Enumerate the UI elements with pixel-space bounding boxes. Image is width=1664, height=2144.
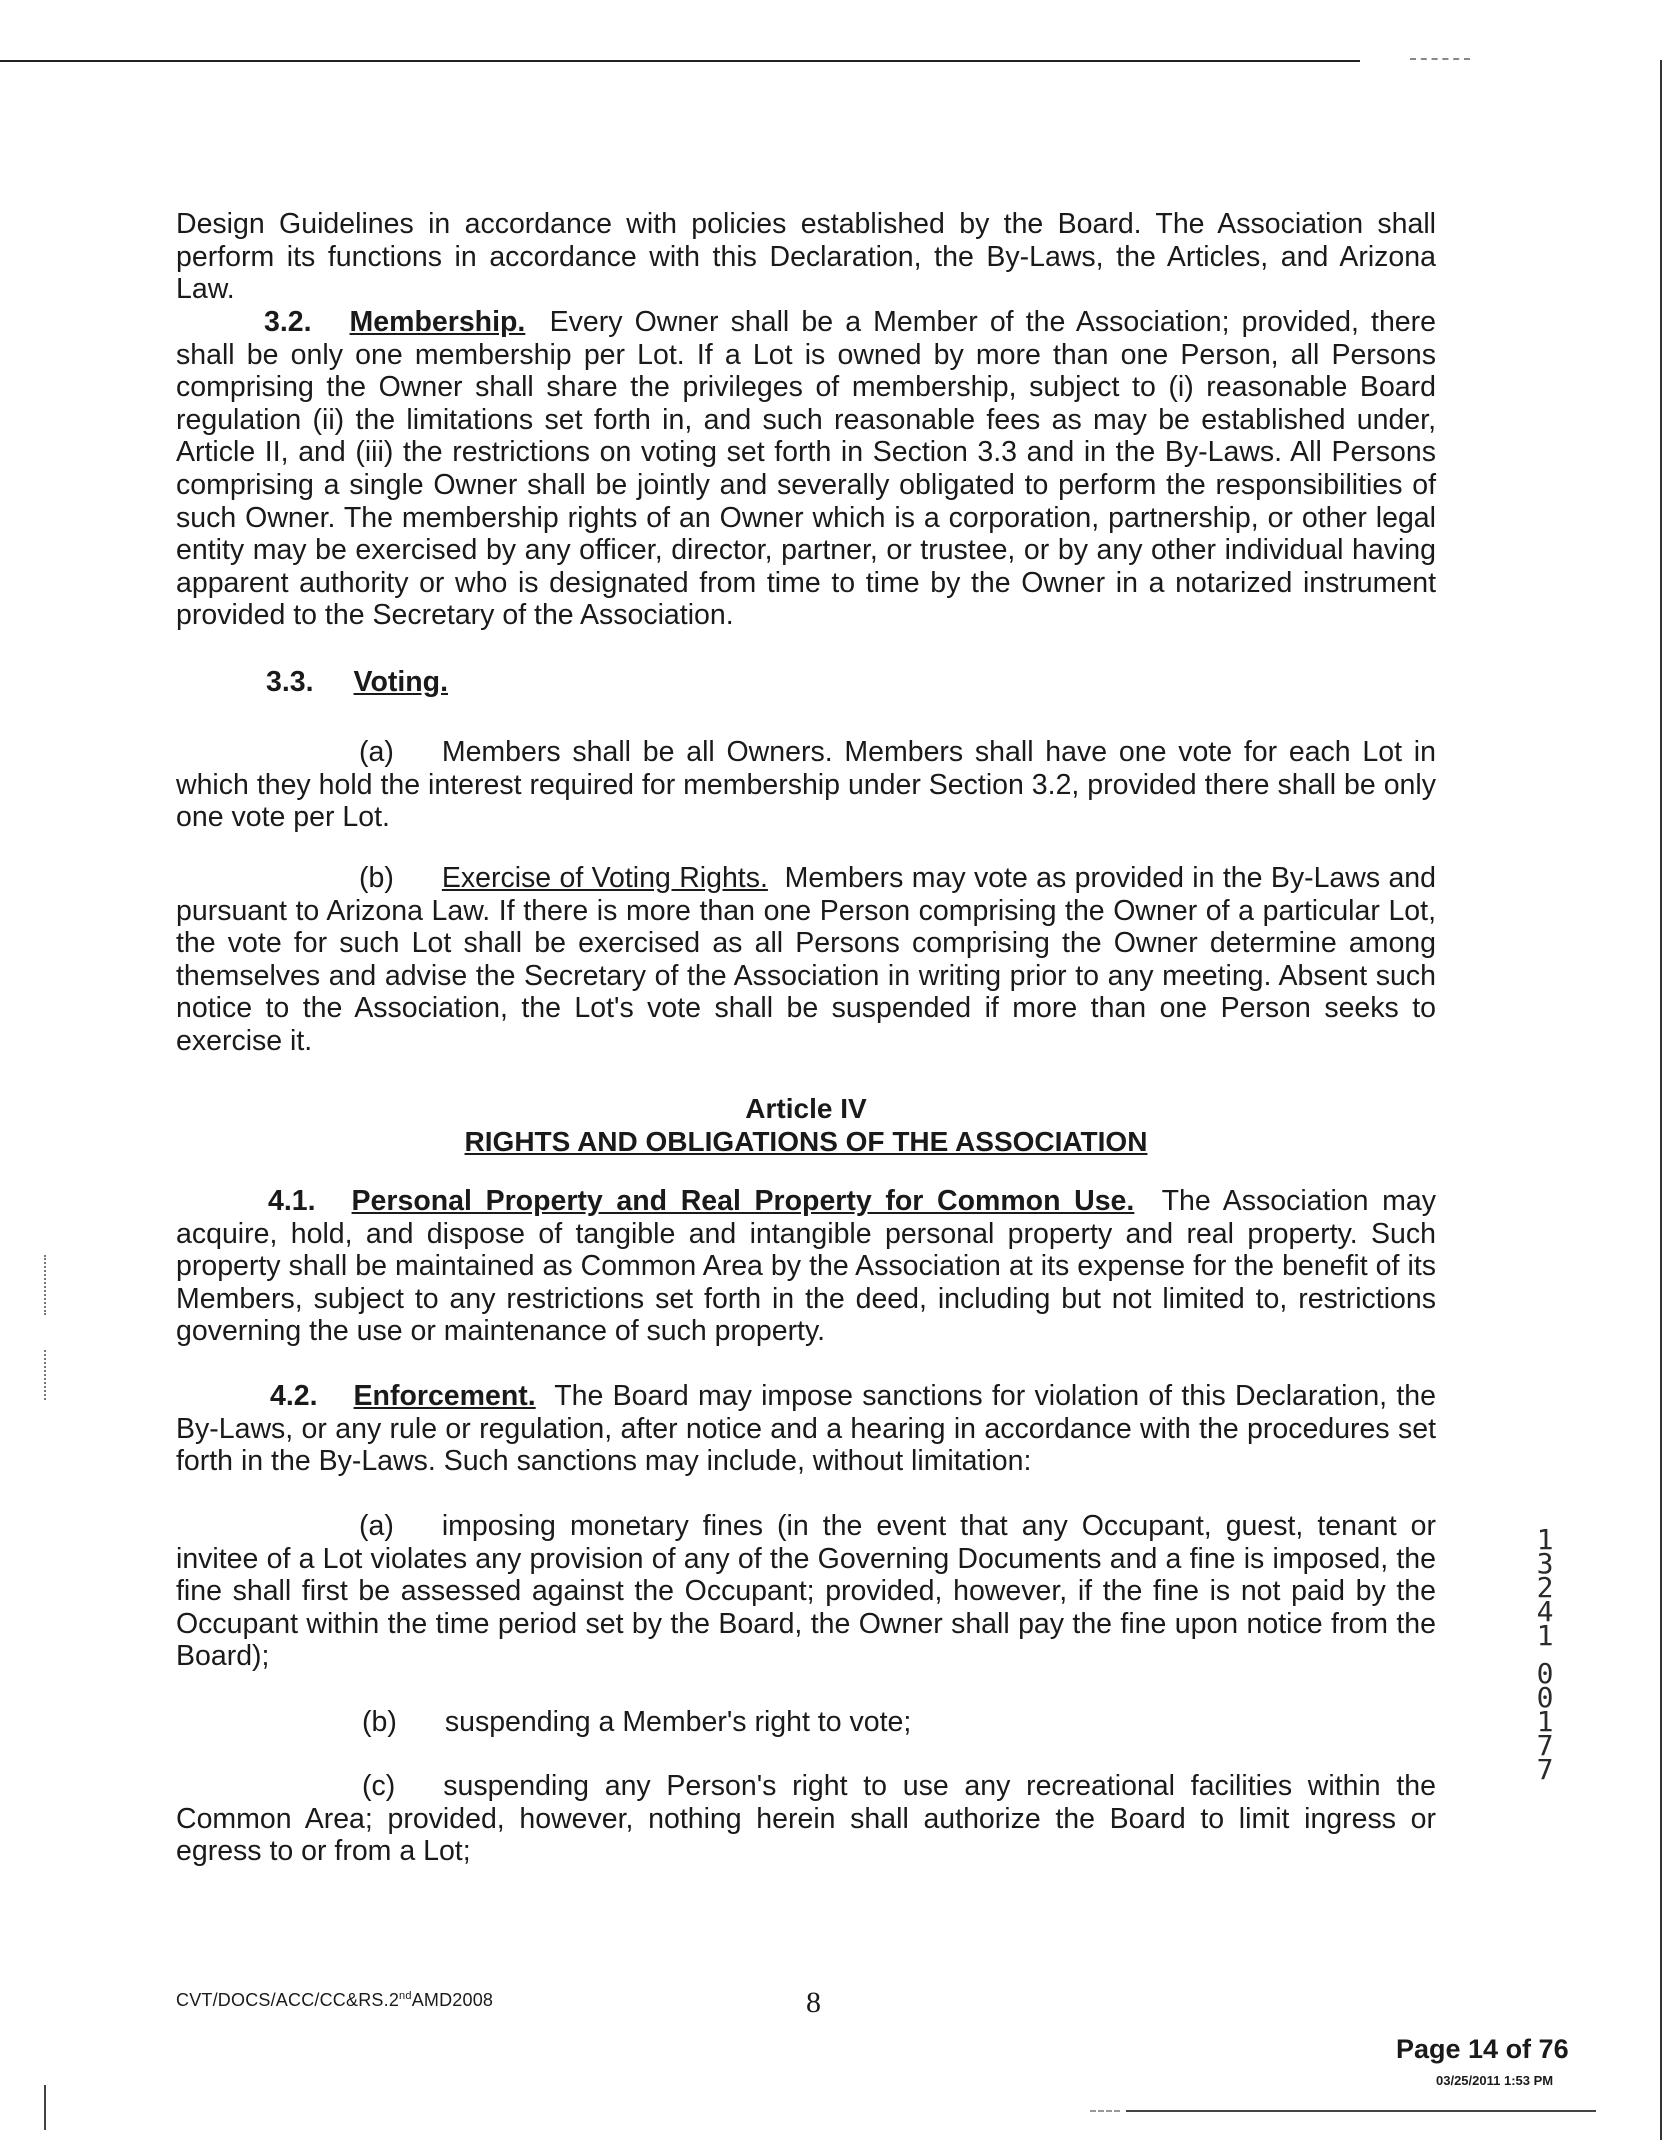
section-number: 4.2. — [270, 1380, 318, 1412]
scan-specks — [44, 1255, 46, 1315]
item-label: (a) — [359, 736, 394, 768]
intro-paragraph: Design Guidelines in accordance with policies established by the Board. The Association shall perform its functions in accordance with this Declaration, the By-Laws, the Articles, and Arizona Law. — [176, 208, 1436, 306]
section-4-2 — [176, 1380, 1436, 1478]
article-number: Article IV — [745, 1093, 867, 1124]
section-3-3-b — [176, 862, 1436, 1058]
item-label: (b) — [359, 862, 394, 894]
page-count: Page 14 of 76 — [1396, 2034, 1569, 2064]
item-body: suspending any Person's right to use any recreational facilities within the Common Area; provided, however, nothing herein shall authorize the Board to limit ingress or egress to or from a Lot; — [176, 1770, 1436, 1868]
scan-edge-mark — [44, 2085, 46, 2130]
section-3-3-heading — [176, 666, 1436, 699]
section-number: 3.2. — [264, 306, 312, 338]
page-edge — [1660, 60, 1662, 2140]
section-number: 4.1. — [268, 1185, 316, 1217]
item-body: Members may vote as provided in the By-Laws and pursuant to Arizona Law. If there is more than one Person comprising the Owner of a particular Lot, the vote for such Lot shall be exercised as all Persons comprising the Owner determine among themselves and advise the Secretary of the Association in writing prior to any meeting. Absent such notice to the Association, the Lot's vote shall be suspended if more than one Person seeks to exercise it. — [176, 862, 1437, 1057]
section-4-1 — [176, 1185, 1436, 1348]
bottom-rule-dash — [1090, 2110, 1120, 2112]
page-number: 8 — [806, 1986, 821, 2019]
section-title: Membership. — [349, 306, 526, 338]
section-title: Personal Property and Real Property for Common Use. — [351, 1185, 1135, 1217]
document-id: CVT/DOCS/ACC/CC&RS.2ndAMD2008 — [176, 1990, 494, 2010]
article-title: RIGHTS AND OBLIGATIONS OF THE ASSOCIATION — [464, 1126, 1148, 1157]
scan-specks — [44, 1350, 46, 1400]
section-4-2-c — [176, 1770, 1436, 1868]
section-4-2-b — [176, 1706, 1436, 1739]
item-label: (b) — [362, 1706, 397, 1738]
section-body: The Board may impose sanctions for violation of this Declaration, the By-Laws, or any rule or regulation, after notice and a hearing in accordance with the procedures set forth in the By-Laws. Such sanctions may include, without limitation: — [176, 1380, 1436, 1478]
section-title: Voting. — [353, 666, 448, 698]
bottom-rule — [1126, 2110, 1596, 2112]
top-rule-tail — [1410, 58, 1470, 60]
timestamp: 03/25/2011 1:53 PM — [1436, 2073, 1554, 2088]
section-3-2 — [176, 306, 1436, 632]
section-4-2-a — [176, 1510, 1436, 1673]
recording-number: 1 3 2 4 1 0 0 1 7 7 — [1536, 1523, 1554, 1786]
section-body: Every Owner shall be a Member of the Association; provided, there shall be only one membership per Lot. If a Lot is owned by more than one Person, all Persons comprising the Owner shall share the privileges of membership, subject to (i) reasonable Board regulation (ii) the limitations set forth in, and such reasonable fees as may be established under, Article II, and (iii) the restrictions on voting set forth in Section 3.3 and in the By-Laws. All Persons comprising a single Owner shall be jointly and severally obligated to perform the responsibilities of such Owner. The membership rights of an Owner which is a corporation, partnership, or other legal entity may be exercised by any officer, director, partner, or trustee, or by any other individual having apparent authority or who is designated from time to time by the Owner in a notarized instrument provided to the Secretary of the Association. — [176, 306, 1436, 632]
section-number: 3.3. — [266, 666, 314, 698]
item-label: (a) — [359, 1510, 394, 1542]
item-label: (c) — [362, 1770, 396, 1802]
item-body: imposing monetary fines (in the event that any Occupant, guest, tenant or invitee of a Lot violates any provision of any of the Governing Documents and a fine is imposed, the fine shall first be assessed against the Occupant; provided, however, if the fine is not paid by the Occupant within the time period set by the Board, the Owner shall pay the fine upon notice from the Board); — [176, 1510, 1436, 1673]
item-body: Members shall be all Owners. Members shall have one vote for each Lot in which they hold the interest required for membership under Section 3.2, provided there shall be only one vote per Lot. — [176, 736, 1436, 834]
top-rule — [0, 60, 1360, 62]
section-body: The Association may acquire, hold, and dispose of tangible and intangible personal property and real property. Such property shall be maintained as Common Area by the Association at its expense for the benefit of its Members, subject to any restrictions set forth in the deed, including but not limited to, restrictions governing the use or maintenance of such property. — [176, 1185, 1436, 1348]
item-body: suspending a Member's right to vote; — [444, 1706, 912, 1738]
item-title: Exercise of Voting Rights. — [441, 862, 768, 894]
section-title: Enforcement. — [353, 1380, 536, 1412]
section-3-3-a — [176, 736, 1436, 834]
